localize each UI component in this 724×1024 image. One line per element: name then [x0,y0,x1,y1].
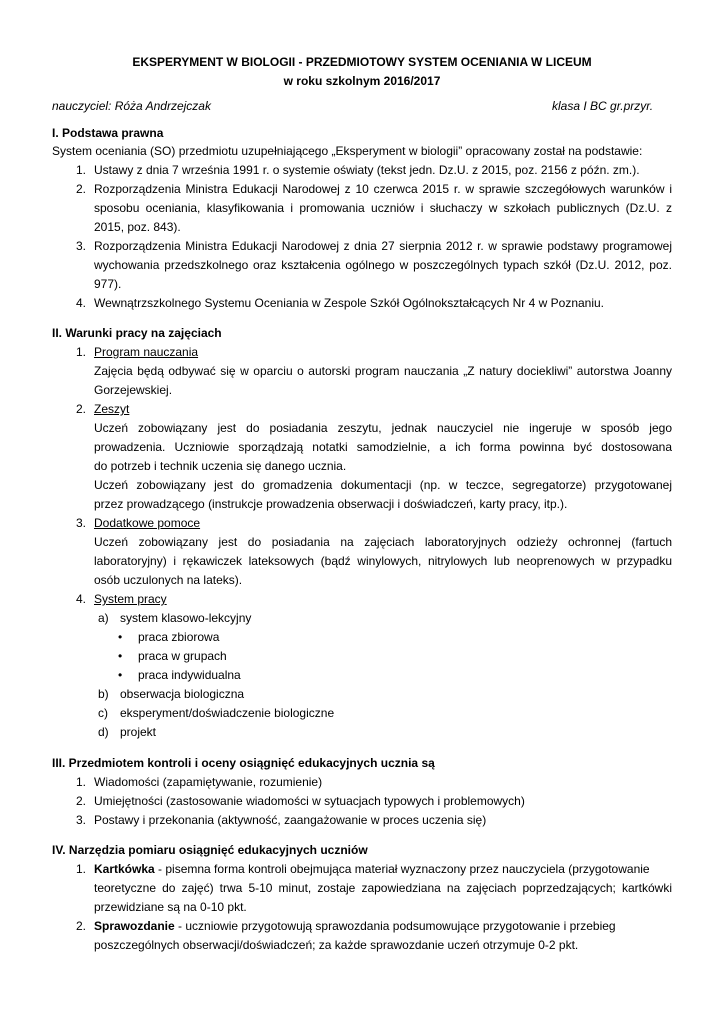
paragraph-line: poszczególnych obserwacji/doświadczeń; za każde sprawozdanie uczeń otrzymuje 0-2 pkt. [94,938,579,952]
bullet-icon: • [118,630,123,644]
subsection-title: System pracy [94,592,167,606]
list-item: Rozporządzenia Ministra Edukacji Narodowej z dnia 27 sierpnia 2012 r. w sprawie podstawy programowej [94,239,672,253]
paragraph-line: Gorzejewskiej. [94,383,173,397]
bullet-icon: • [118,649,123,663]
paragraph-line: Uczeń zobowiązany jest do posiadania na zajęciach laboratoryjnych odzieży ochronnej (fartuch [94,535,672,549]
bullet-item: praca zbiorowa [138,630,220,644]
list-item: Ustawy z dnia 7 września 1991 r. o systemie oświaty (tekst jedn. Dz.U. z 2015, poz. 2156 z późn. zm.). [94,163,640,177]
list-number: 4. [76,592,87,606]
section-2-heading: II. Warunki pracy na zajęciach [52,326,222,340]
list-number: 2. [76,182,87,196]
paragraph-line: do potrzeb i technik uczenia się danego ucznia. [94,459,347,473]
list-number: 1. [76,775,87,789]
list-item: 2015, poz. 843). [94,220,181,234]
section-1-intro: System oceniania (SO) przedmiotu uzupełniającego „Eksperyment w biologii” opracowany został na podstawie: [52,144,643,158]
teacher-name: nauczyciel: Róża Andrzejczak [52,99,211,113]
paragraph-line: osób uczulonych na lateks). [94,573,243,587]
list-number: 3. [76,239,87,253]
section-4-heading: IV. Narzędzia pomiaru osiągnięć edukacyjnych uczniów [52,843,368,857]
list-item: Umiejętności (zastosowanie wiadomości w sytuacjach typowych i problemowych) [94,794,525,808]
list-item: eksperyment/doświadczenie biologiczne [120,706,335,720]
paragraph-line: laboratoryjny) i rękawiczek lateksowych (bądź winylowych, nitrylowych lub neoprenowych w przypadku [94,554,672,568]
list-number: 3. [76,516,87,530]
list-number: 1. [76,163,87,177]
subsection-title: Program nauczania [94,345,199,359]
list-item: Wiadomości (zapamiętywanie, rozumienie) [94,775,323,789]
document-subtitle: w roku szkolnym 2016/2017 [283,74,441,88]
term-label: Sprawozdanie [94,919,175,933]
list-item: obserwacja biologiczna [120,687,245,701]
subsection-title: Dodatkowe pomoce [94,516,201,530]
list-item: projekt [120,725,157,739]
list-item: wychowania przedszkolnego oraz kształcenia ogólnego w poszczególnych typach szkół (Dz.U. 2012, poz. [94,258,672,272]
paragraph-line: teoretyczne do zajęć) trwa 5-10 minut, zostaje zapowiedziana na zajęciach poprzedzających; kartkówki [94,881,672,895]
bullet-icon: • [118,668,123,682]
list-item: 977). [94,277,122,291]
paragraph-line: prowadzenia. Uczniowie sporządzają notatki samodzielnie, a ich forma powinna być dostosowana [94,440,672,454]
paragraph-line: Uczeń zobowiązany jest do gromadzenia dokumentacji (np. w teczce, segregatorze) przygotowanej [94,478,672,492]
class-name: klasa I BC gr.przyr. [552,99,654,113]
list-letter: b) [98,687,109,701]
section-3-heading: III. Przedmiotem kontroli i oceny osiągnięć edukacyjnych ucznia są [52,756,435,770]
term-description: - uczniowie przygotowują sprawozdania podsumowujące przygotowanie i przebieg [174,919,616,933]
list-letter: c) [98,706,108,720]
list-item: Rozporządzenia Ministra Edukacji Narodowej z 10 czerwca 2015 r. w sprawie szczegółowych warunków i [94,182,672,196]
list-number: 1. [76,345,87,359]
document-title: EKSPERYMENT W BIOLOGII - PRZEDMIOTOWY SYSTEM OCENIANIA W LICEUM [132,55,592,69]
list-letter: a) [98,611,109,625]
list-number: 1. [76,862,87,876]
bullet-item: praca w grupach [138,649,227,663]
list-letter: d) [98,725,109,739]
section-1-heading: I. Podstawa prawna [52,126,164,140]
paragraph-line: przewidziane są na 0-10 pkt. [94,900,247,914]
bullet-item: praca indywidualna [138,668,241,682]
paragraph-line: Zajęcia będą odbywać się w oparciu o autorski program nauczania „Z natury dociekliwi” autorstwa Joanny [94,364,672,378]
list-item: system klasowo-lekcyjny [120,611,252,625]
term-label: Kartkówka [94,862,155,876]
paragraph-line: przez prowadzącego (instrukcje prowadzenia obserwacji i doświadczeń, karty pracy, itp.). [94,497,568,511]
list-item: sposobu oceniania, klasyfikowania i promowania uczniów i słuchaczy w szkołach publicznych (Dz.U. z [94,201,672,215]
subsection-title: Zeszyt [94,402,130,416]
list-number: 2. [76,794,87,808]
list-item-first-line [94,919,616,933]
list-item: Wewnątrzszkolnego Systemu Oceniania w Zespole Szkół Ogólnokształcących Nr 4 w Poznaniu. [94,296,605,310]
list-item-first-line [94,862,650,876]
list-number: 2. [76,402,87,416]
list-number: 2. [76,919,87,933]
paragraph-line: Uczeń zobowiązany jest do posiadania zeszytu, jednak nauczyciel nie ingeruje w sposób jego [94,421,672,435]
list-number: 4. [76,296,87,310]
list-item: Postawy i przekonania (aktywność, zaangażowanie w proces uczenia się) [94,813,487,827]
term-description: - pisemna forma kontroli obejmująca materiał wyznaczony przez nauczyciela (przygotowanie [154,862,650,876]
list-number: 3. [76,813,87,827]
